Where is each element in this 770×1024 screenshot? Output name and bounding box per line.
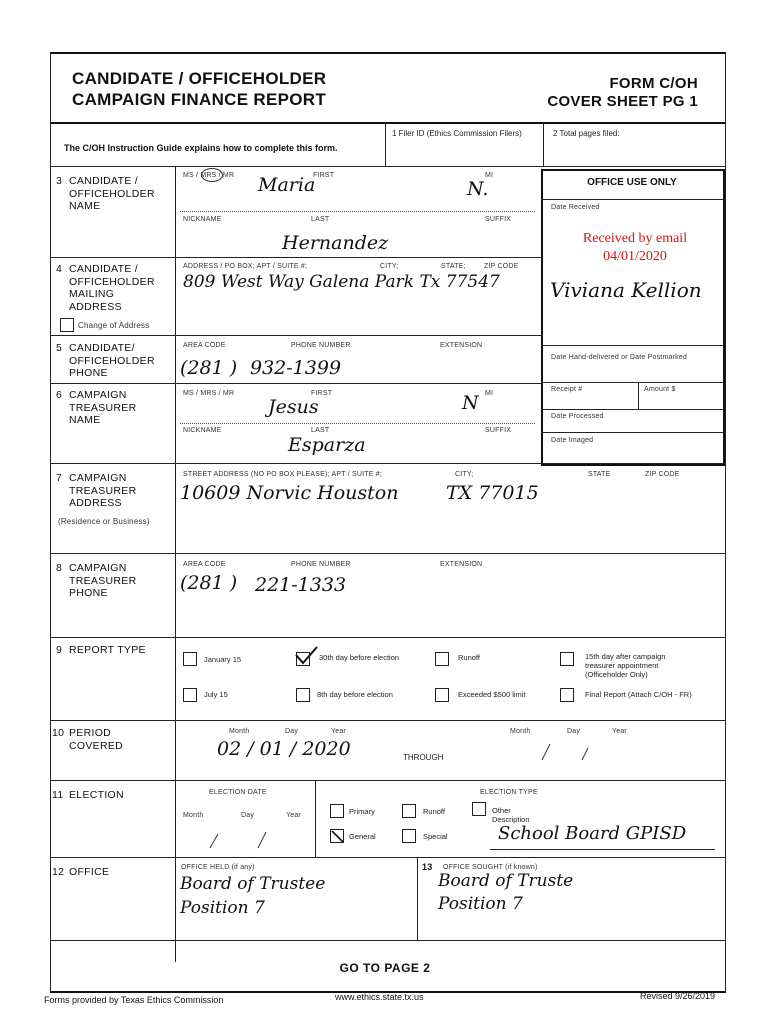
s12-s13-divider: [417, 857, 418, 940]
right-border: [725, 52, 726, 992]
s3-mi-label: MI: [485, 172, 494, 179]
s6-label: CAMPAIGN TREASURER NAME: [69, 389, 137, 426]
change-address-label: Change of Address: [78, 321, 150, 330]
jul15-checkbox[interactable]: [183, 688, 197, 702]
s6-dotted: [180, 423, 535, 424]
s12-held-label: OFFICE HELD (if any): [181, 864, 255, 871]
s11-desc-line: [490, 849, 715, 850]
s11-type-label: ELECTION TYPE: [480, 789, 538, 796]
exceeded-label: Exceeded $500 limit: [458, 690, 526, 699]
s12-held-value2[interactable]: Position 7: [180, 898, 265, 918]
s6-nickname-label: NICKNAME: [183, 427, 222, 434]
s10-day: Day: [285, 728, 299, 735]
s7-state-label: STATE: [588, 471, 611, 478]
s7-state-value[interactable]: TX 77015: [446, 482, 539, 504]
s3-prefix: MS / MRS / MR: [183, 172, 235, 179]
general-checkmark: [330, 829, 345, 844]
s3-last-value[interactable]: Hernandez: [282, 232, 389, 254]
footer-url[interactable]: www.ethics.state.tx.us: [335, 992, 424, 1002]
special-label: Special: [423, 832, 448, 841]
office-use-box: [541, 169, 725, 466]
s13-sought-value2[interactable]: Position 7: [438, 894, 523, 914]
office-use-rule3: [541, 382, 723, 383]
s6-last-value[interactable]: Esparza: [288, 434, 366, 456]
form-sheet: COVER SHEET PG 1: [547, 93, 698, 110]
s11-day: Day: [241, 812, 255, 819]
s8-phone-label: PHONE NUMBER: [291, 561, 351, 568]
s7-city-label: CITY;: [455, 471, 474, 478]
exceeded-checkbox[interactable]: [435, 688, 449, 702]
general-label: General: [349, 832, 376, 841]
s10-month2: Month: [510, 728, 531, 735]
s7-sub: (Residence or Business): [58, 517, 150, 526]
s3-last-label: LAST: [311, 216, 330, 223]
15th-day-label: 15th day after campaign treasurer appointment (Officeholder Only): [585, 652, 666, 679]
s10-num: 10: [52, 727, 65, 739]
s5-area-label: AREA CODE: [183, 342, 226, 349]
s7-street-value[interactable]: 10609 Norvic Houston: [180, 482, 399, 504]
go-to-page-2: GO TO PAGE 2: [339, 961, 431, 975]
s7-num: 7: [56, 472, 63, 484]
s8-ext-label: EXTENSION: [440, 561, 483, 568]
date-received-label: Date Received: [551, 204, 600, 211]
s12-bottom: [50, 940, 726, 941]
jan15-checkbox[interactable]: [183, 652, 197, 666]
8th-day-checkbox[interactable]: [296, 688, 310, 702]
s4-zip-label: ZIP CODE: [484, 263, 519, 270]
s10-day2: Day: [567, 728, 581, 735]
instruction-text: The C/OH Instruction Guide explains how to complete this form.: [64, 143, 338, 153]
mrs-circle: [201, 168, 223, 182]
s3-num: 3: [56, 175, 63, 187]
s8-bottom: [50, 637, 726, 638]
30th-day-label: 30th day before election: [319, 653, 400, 662]
8th-day-label: 8th day before election: [317, 690, 393, 699]
s3-mi-value[interactable]: N.: [467, 178, 489, 200]
received-signature: Viviana Kellion: [550, 278, 702, 302]
left-border: [50, 52, 51, 992]
s11-month: Month: [183, 812, 204, 819]
s11-runoff-label: Runoff: [423, 807, 445, 816]
office-use-rule5: [541, 432, 723, 433]
row-divider: [50, 166, 726, 167]
total-pages-label: 2 Total pages filed:: [553, 129, 620, 138]
primary-label: Primary: [349, 807, 375, 816]
form-id: FORM C/OH: [609, 75, 698, 92]
s9-label: REPORT TYPE: [69, 644, 146, 656]
s3-bottom: [50, 257, 541, 258]
s10-to-slashes: [528, 740, 598, 762]
s5-phone-value[interactable]: 932-1399: [250, 357, 342, 379]
stamp-line1: Received by email: [582, 231, 688, 246]
30th-day-checkmark: [293, 645, 319, 667]
s5-bottom: [50, 383, 541, 384]
s13-sought-label: OFFICE SOUGHT (if known): [443, 864, 538, 871]
s3-first-label: FIRST: [313, 172, 335, 179]
s8-phone-value[interactable]: 221-1333: [255, 574, 347, 596]
jul15-label: July 15: [204, 690, 228, 699]
office-use-rule: [541, 199, 723, 200]
s5-label: CANDIDATE/ OFFICEHOLDER PHONE: [69, 342, 155, 379]
office-use-rule2: [541, 345, 723, 346]
amount-label: Amount $: [644, 386, 676, 393]
jan15-label: January 15: [204, 655, 242, 664]
s11-date-label: ELECTION DATE: [209, 789, 267, 796]
s4-bottom: [50, 335, 541, 336]
filer-divider: [543, 122, 544, 166]
s6-last-label: LAST: [311, 427, 330, 434]
s3-suffix-label: SUFFIX: [485, 216, 512, 223]
form-title-line1: CANDIDATE / OFFICEHOLDER: [72, 69, 327, 88]
s12-num: 12: [52, 866, 65, 878]
s8-num: 8: [56, 562, 63, 574]
s11-num: 11: [52, 789, 64, 801]
s7-label: CAMPAIGN TREASURER ADDRESS: [69, 472, 137, 509]
s11-year: Year: [286, 812, 301, 819]
receipt-label: Receipt #: [551, 386, 583, 393]
s8-label: CAMPAIGN TREASURER PHONE: [69, 562, 137, 599]
label-column-divider: [175, 166, 176, 962]
s4-address-value[interactable]: 809 West Way Galena Park Tx 77547: [183, 272, 500, 292]
s11-description-value[interactable]: School Board GPISD: [498, 823, 687, 844]
imaged-label: Date Imaged: [551, 437, 594, 444]
s12-label: OFFICE: [69, 866, 110, 878]
s3-first-value[interactable]: Maria: [258, 174, 316, 196]
s6-bottom: [50, 463, 726, 464]
s11-divider: [315, 780, 316, 857]
filer-id-label: 1 Filer ID (Ethics Commission Filers): [392, 129, 522, 138]
s11-bottom: [50, 857, 726, 858]
footer-provided: Forms provided by Texas Ethics Commission: [44, 995, 224, 1005]
date-hand-label: Date Hand-delivered or Date Postmarked: [551, 354, 687, 361]
s13-sought-value1[interactable]: Board of Truste: [438, 871, 574, 891]
s10-year2: Year: [612, 728, 627, 735]
other-checkbox[interactable]: [472, 802, 486, 816]
runoff-checkbox[interactable]: [435, 652, 449, 666]
s4-label: CANDIDATE / OFFICEHOLDER MAILING ADDRESS: [69, 263, 155, 313]
office-use-rule4: [541, 409, 723, 410]
s8-area-label: AREA CODE: [183, 561, 226, 568]
form-title-line2: CAMPAIGN FINANCE REPORT: [72, 90, 327, 109]
s3-label: CANDIDATE / OFFICEHOLDER NAME: [69, 175, 155, 212]
s8-area-value[interactable]: (281 ): [180, 572, 238, 594]
receipt-divider: [638, 382, 639, 409]
s7-fields-label: STREET ADDRESS (NO PO BOX PLEASE); APT / SUITE #;: [183, 471, 382, 478]
s6-prefix: MS / MRS / MR: [183, 390, 235, 397]
s7-bottom: [50, 553, 726, 554]
s13-num: 13: [422, 862, 433, 872]
s10-label: PERIOD COVERED: [69, 727, 124, 752]
stamp-line2: 04/01/2020: [603, 249, 667, 264]
primary-checkbox[interactable]: [330, 804, 344, 818]
s4-city-label: CITY;: [380, 263, 399, 270]
runoff-label: Runoff: [458, 653, 480, 662]
s6-first-label: FIRST: [311, 390, 333, 397]
s10-through: THROUGH: [403, 753, 444, 762]
s10-year: Year: [331, 728, 346, 735]
s11-label: ELECTION: [69, 789, 124, 801]
special-checkbox[interactable]: [402, 829, 416, 843]
s6-suffix-label: SUFFIX: [485, 427, 512, 434]
s4-fields-label: ADDRESS / PO BOX; APT / SUITE #;: [183, 263, 308, 270]
s10-month: Month: [229, 728, 250, 735]
s3-dotted: [180, 211, 535, 212]
processed-label: Date Processed: [551, 413, 604, 420]
s6-first-value[interactable]: Jesus: [268, 396, 319, 418]
s6-num: 6: [56, 389, 63, 401]
s5-ext-label: EXTENSION: [440, 342, 483, 349]
header-divider: [50, 122, 726, 124]
final-report-checkbox[interactable]: [560, 688, 574, 702]
s5-area-value[interactable]: (281 ): [180, 357, 238, 379]
change-address-checkbox[interactable]: [60, 318, 74, 332]
s12-held-value1[interactable]: Board of Trustee: [180, 874, 326, 894]
s4-state-label: STATE;: [441, 263, 466, 270]
s5-num: 5: [56, 342, 63, 354]
office-use-title: OFFICE USE ONLY: [587, 177, 677, 188]
s4-num: 4: [56, 263, 63, 275]
s9-num: 9: [56, 644, 63, 656]
s7-zip-label: ZIP CODE: [645, 471, 680, 478]
s11-runoff-checkbox[interactable]: [402, 804, 416, 818]
s6-mi-value[interactable]: N: [462, 392, 479, 414]
s10-bottom: [50, 780, 726, 781]
s10-from-value[interactable]: 02 / 01 / 2020: [217, 738, 351, 760]
other-label: Other Description: [492, 806, 530, 824]
15th-day-checkbox[interactable]: [560, 652, 574, 666]
s9-bottom: [50, 720, 726, 721]
s6-mi-label: MI: [485, 390, 494, 397]
final-report-label: Final Report (Attach C/OH - FR): [585, 690, 692, 699]
s5-phone-label: PHONE NUMBER: [291, 342, 351, 349]
s11-date-slashes: [200, 826, 280, 850]
top-border: [50, 52, 726, 54]
filer-left-divider: [385, 122, 386, 166]
footer-revised: Revised 9/26/2019: [640, 991, 716, 1001]
s3-nickname-label: NICKNAME: [183, 216, 222, 223]
